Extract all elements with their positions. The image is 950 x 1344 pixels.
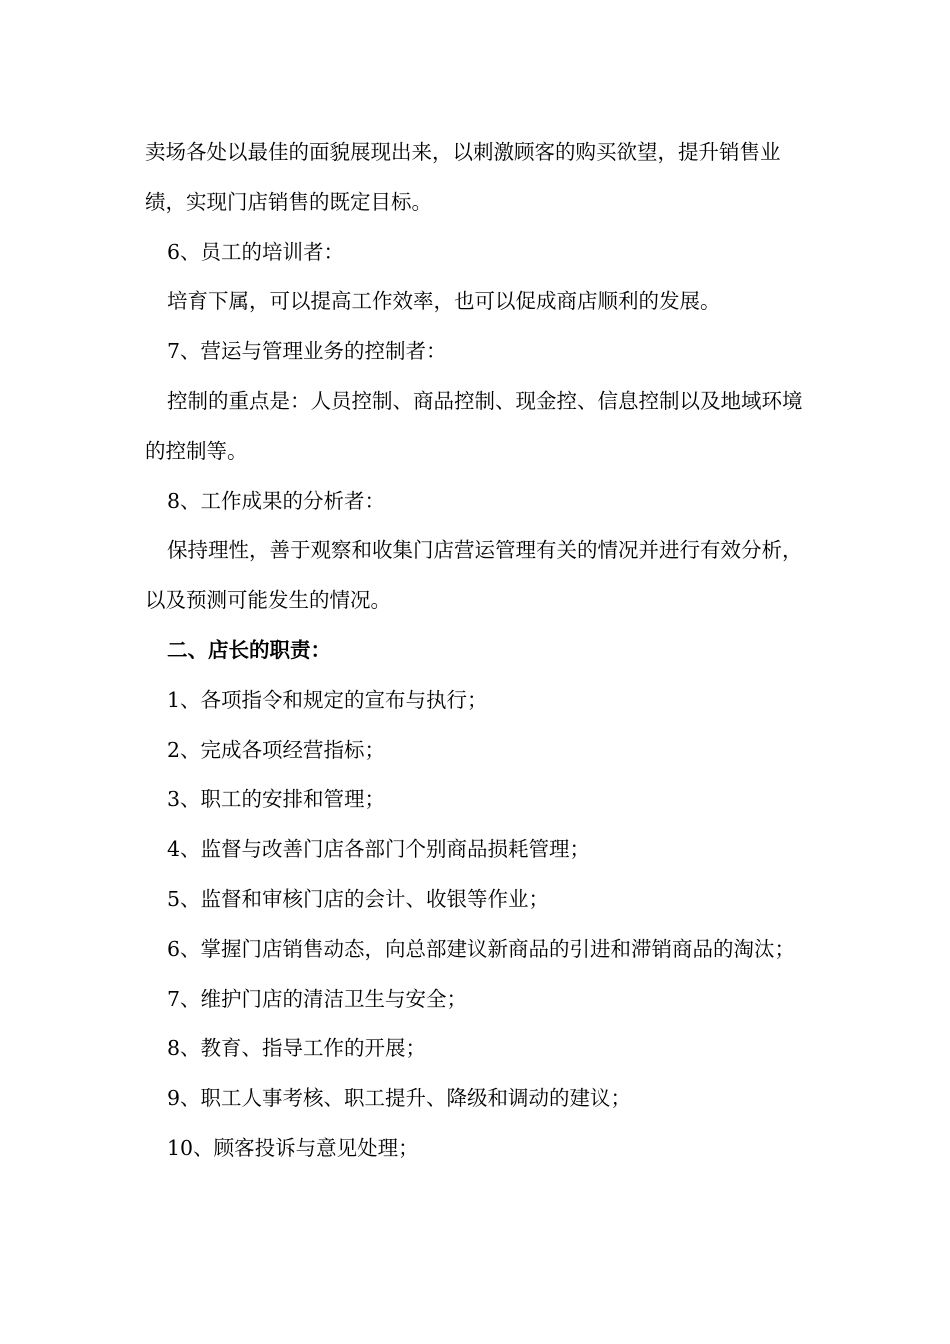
paragraph-intro-continuation: 卖场各处以最佳的面貌展现出来，以刺激顾客的购买欲望，提升销售业绩，实现门店销售的既定目标。 xyxy=(145,140,781,214)
duty-item-1: 1、各项指令和规定的宣布与执行； xyxy=(167,687,488,712)
duty-item-5: 5、监督和审核门店的会计、收银等作业； xyxy=(167,886,550,911)
section-heading-duties: 二、店长的职责： xyxy=(167,637,331,662)
duty-item-9: 9、职工人事考核、职工提升、降级和调动的建议； xyxy=(167,1086,632,1111)
document-body xyxy=(145,128,810,1174)
paragraph-analyst: 保持理性，善于观察和收集门店营运管理有关的情况并进行有效分析，以及预测可能发生的情况。 xyxy=(145,538,803,613)
duty-item-4: 4、监督与改善门店各部门个别商品损耗管理； xyxy=(167,837,591,862)
heading-item-6-trainer: 6、员工的培训者： xyxy=(167,239,345,264)
paragraph-trainer: 培育下属，可以提高工作效率，也可以促成商店顺利的发展。 xyxy=(167,289,721,314)
duty-item-3: 3、职工的安排和管理； xyxy=(167,787,386,812)
duty-item-8: 8、教育、指导工作的开展； xyxy=(167,1036,427,1061)
heading-item-7-controller: 7、营运与管理业务的控制者： xyxy=(167,339,447,364)
paragraph-controller: 控制的重点是：人员控制、商品控制、现金控、信息控制以及地域环境的控制等。 xyxy=(145,388,803,463)
duty-item-2: 2、完成各项经营指标； xyxy=(167,737,386,762)
duty-item-10: 10、顾客投诉与意见处理； xyxy=(167,1135,419,1160)
duty-item-6: 6、掌握门店销售动态，向总部建议新商品的引进和滞销商品的淘汰； xyxy=(167,936,796,961)
duty-item-7: 7、维护门店的清洁卫生与安全； xyxy=(167,986,468,1011)
heading-item-8-analyst: 8、工作成果的分析者： xyxy=(167,488,386,513)
